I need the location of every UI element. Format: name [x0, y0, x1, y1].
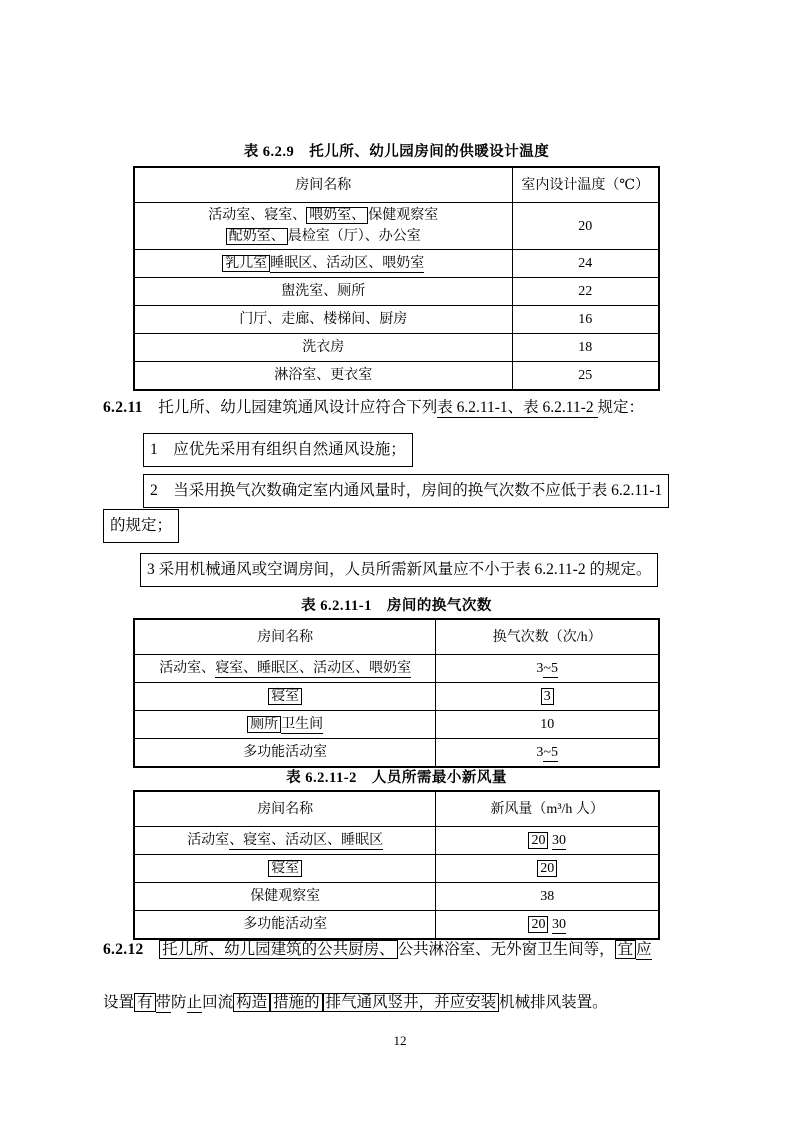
text-run: 的规定；	[103, 509, 179, 543]
text-run: 乳儿室	[222, 255, 270, 272]
section-6212-line-2	[103, 991, 743, 1015]
table-cell	[512, 203, 659, 250]
table-cell	[134, 250, 512, 278]
text-run: 活动室	[187, 833, 230, 848]
table-cell	[436, 855, 659, 883]
table-cell	[436, 883, 659, 911]
text-run: 10	[540, 717, 555, 732]
text-run: 门厅、走廊、楼梯间、厨房	[239, 312, 408, 327]
text-run: 止	[186, 994, 203, 1011]
table-cell	[134, 711, 436, 739]
table-cell	[134, 883, 436, 911]
table-cell	[512, 334, 659, 362]
text-run: 16	[578, 312, 593, 327]
text-run: 活动室、寝室、	[208, 208, 307, 223]
text-run: 公共淋浴室、无外窗卫生间等，	[397, 941, 615, 958]
section-6212-line-1	[103, 938, 743, 962]
text-run: 20	[578, 218, 593, 234]
text-run: 寝室	[268, 860, 302, 877]
text-run: 30	[551, 917, 566, 932]
text-run: 有	[134, 993, 156, 1012]
table-cell	[134, 334, 512, 362]
table-62112	[133, 790, 660, 940]
table-cell	[436, 655, 659, 683]
text-run: 保健观察室	[368, 208, 439, 223]
table-row	[134, 278, 659, 306]
table-row	[134, 911, 659, 940]
section-6211-item-2-line-2	[103, 509, 179, 543]
table-cell	[134, 911, 436, 940]
table-row	[134, 883, 659, 911]
text-run: 38	[540, 889, 555, 904]
table-cell	[512, 278, 659, 306]
text-run: 2 当采用换气次数确定室内通风量时，房间的换气次数不应低于表 6.2.11-1	[143, 474, 669, 508]
text-run: 20	[537, 860, 557, 877]
text-run: 设置	[103, 994, 135, 1011]
column-header	[134, 619, 436, 655]
text-run: 22	[578, 284, 593, 299]
table-62112-title: 表 6.2.11-2 人员所需最小新风量	[286, 770, 507, 786]
column-header	[512, 167, 659, 203]
text-run: 3	[536, 661, 544, 676]
text-run: 25	[578, 368, 593, 383]
table-cell	[436, 911, 659, 940]
text-run	[144, 941, 160, 958]
text-run: 睡眠区、活动区、喂奶室	[270, 256, 425, 271]
text-run: 寝室	[268, 688, 302, 705]
section-6211-item-1	[143, 433, 413, 467]
text-run: 6.2.11	[103, 399, 143, 416]
text-run: ~5	[543, 661, 558, 676]
column-header	[134, 791, 436, 827]
text-run: 室内设计温度（℃）	[521, 177, 650, 193]
table-cell	[134, 306, 512, 334]
text-run: 房间名称	[295, 177, 352, 193]
section-6211-item-3	[140, 553, 658, 587]
text-run: 房间名称	[257, 629, 314, 645]
page-number: 12	[393, 1033, 407, 1048]
table-cell	[512, 362, 659, 391]
table-row	[134, 855, 659, 883]
text-run: 盥洗室、厕所	[281, 284, 366, 299]
text-run: 厕所	[247, 716, 281, 733]
text-run: 应	[636, 941, 652, 958]
table-62111-title: 表 6.2.11-1 房间的换气次数	[301, 598, 492, 614]
text-run: 晨检室（厅）、办公室	[287, 229, 421, 244]
table-row	[134, 655, 659, 683]
text-run: 多功能活动室	[243, 745, 328, 760]
text-run: 换气次数（次/h）	[492, 629, 602, 645]
text-run: 多功能活动室	[243, 917, 328, 932]
table-cell	[134, 827, 436, 855]
text-run: 6.2.12	[103, 941, 144, 958]
table-cell	[436, 711, 659, 739]
text-run: 24	[578, 256, 593, 271]
text-run: 洗衣房	[302, 340, 345, 355]
table-cell	[134, 683, 436, 711]
table-629-title: 表 6.2.9 托儿所、幼儿园房间的供暖设计温度	[243, 144, 550, 160]
table-629	[133, 166, 660, 391]
table-header-row	[134, 619, 659, 655]
text-run: 3 采用机械通风或空调房间，人员所需新风量应不小于表 6.2.11-2 的规定。	[140, 553, 658, 587]
text-run: 1 应优先采用有组织自然通风设施；	[143, 433, 413, 467]
text-run: 、寝室、活动区、睡眠区	[229, 833, 384, 848]
table-cell	[134, 203, 512, 250]
text-run: 喂奶室、	[306, 207, 368, 224]
table-cell	[134, 739, 436, 768]
text-run: 表 6.2.11-1、表 6.2.11-2	[437, 399, 598, 416]
text-run: 保健观察室	[250, 889, 321, 904]
text-run: 构造	[233, 993, 270, 1012]
text-run: 20	[528, 916, 548, 933]
column-header	[436, 791, 659, 827]
table-row	[134, 683, 659, 711]
table-cell	[512, 250, 659, 278]
table-cell	[134, 655, 436, 683]
text-run: 卫生间	[281, 717, 324, 732]
table-row	[134, 362, 659, 391]
table-row	[134, 827, 659, 855]
table-row	[134, 711, 659, 739]
text-run: 淋浴室、更衣室	[274, 368, 373, 383]
text-run: 活动室、	[159, 661, 216, 676]
text-run: 18	[578, 340, 593, 355]
table-cell	[512, 306, 659, 334]
table-cell	[134, 362, 512, 391]
text-run: 排气通风竖井，并应安装	[323, 993, 500, 1012]
column-header	[134, 167, 512, 203]
text-run: 20	[528, 832, 548, 849]
table-cell	[134, 855, 436, 883]
text-run: 规定：	[597, 399, 645, 416]
text-run: 房间名称	[257, 801, 314, 817]
table-row	[134, 250, 659, 278]
text-run: 带	[155, 994, 172, 1011]
text-run: ~5	[543, 745, 558, 760]
text-run: 防	[171, 994, 187, 1011]
table-row	[134, 334, 659, 362]
text-run: 配奶室、	[226, 228, 288, 245]
text-run: 托儿所、幼儿园建筑的公共厨房、	[159, 940, 398, 959]
text-run: 寝室、睡眠区、活动区、喂奶室	[215, 661, 412, 676]
table-row	[134, 306, 659, 334]
table-62111	[133, 618, 660, 768]
text-run: 30	[551, 833, 566, 848]
table-cell	[134, 278, 512, 306]
table-header-row	[134, 791, 659, 827]
column-header	[436, 619, 659, 655]
text-run: 宜	[615, 940, 637, 959]
table-header-row	[134, 167, 659, 203]
text-run: 3	[536, 745, 544, 760]
section-6211-paragraph	[103, 396, 703, 420]
table-row	[134, 739, 659, 768]
text-run: 回流	[202, 994, 234, 1011]
table-cell	[436, 827, 659, 855]
table-cell	[436, 683, 659, 711]
table-cell	[436, 739, 659, 768]
text-run: 机械排风装置。	[499, 994, 608, 1011]
text-run: 措施的	[270, 993, 323, 1012]
text-run: 3	[541, 688, 554, 705]
text-run: 新风量（m³/h 人）	[490, 801, 604, 817]
table-row	[134, 203, 659, 250]
section-6211-item-2-line-1	[143, 474, 669, 508]
text-run: 托儿所、幼儿园建筑通风设计应符合下列	[142, 399, 438, 416]
